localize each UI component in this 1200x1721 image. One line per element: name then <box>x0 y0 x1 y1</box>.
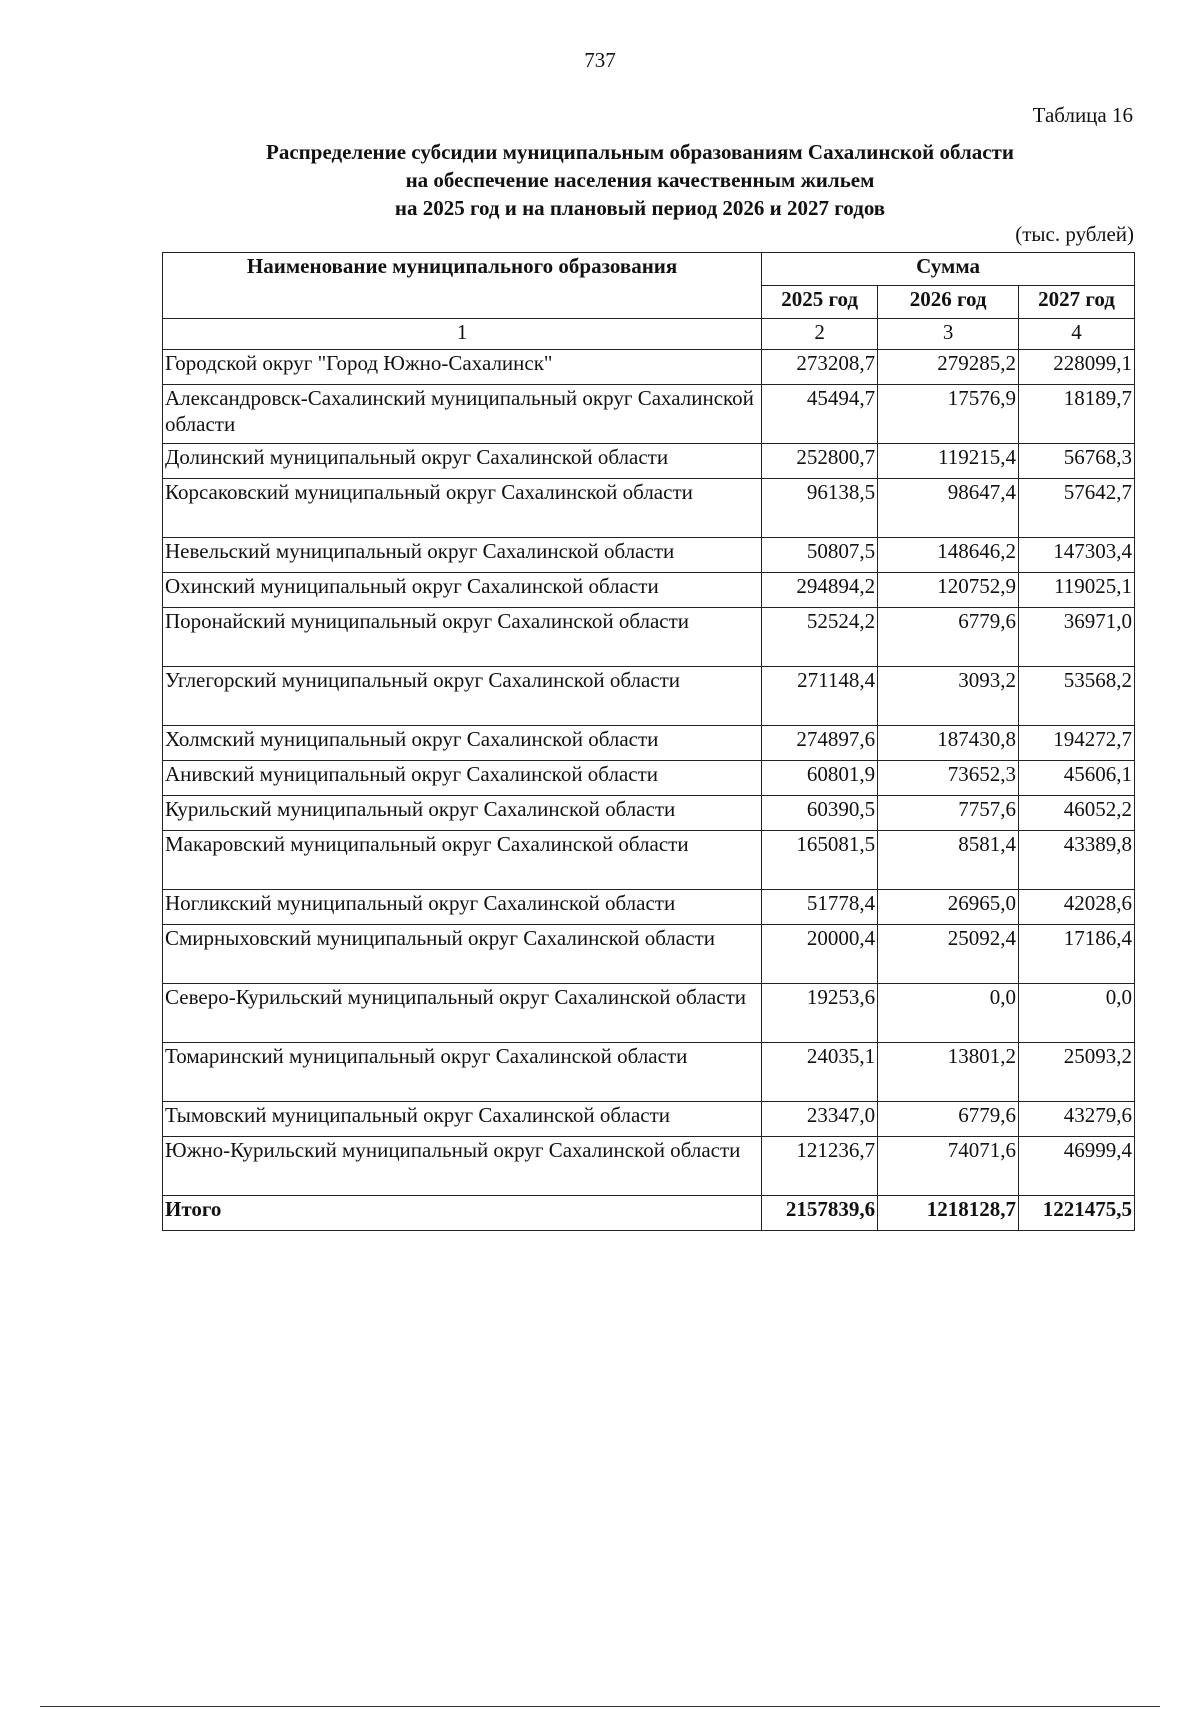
title-line: Распределение субсидии муниципальным образованиям Сахалинской области <box>266 140 1014 164</box>
footer-divider <box>40 1706 1160 1707</box>
municipality-name: Александровск-Сахалинский муниципальный округ Сахалинской области <box>163 385 762 444</box>
value-2025: 45494,7 <box>762 385 878 444</box>
value-2025: 273208,7 <box>762 350 878 385</box>
subsidy-table <box>162 252 1135 1231</box>
value-2025: 51778,4 <box>762 890 878 925</box>
value-2027: 0,0 <box>1019 984 1135 1043</box>
value-2025: 19253,6 <box>762 984 878 1043</box>
page-number: 737 <box>584 48 616 72</box>
table-row <box>163 1102 1135 1137</box>
header-year-2027: 2027 год <box>1019 286 1135 319</box>
value-2026: 25092,4 <box>878 925 1019 984</box>
municipality-name: Невельский муниципальный округ Сахалинской области <box>163 538 762 573</box>
municipality-name: Ногликский муниципальный округ Сахалинской области <box>163 890 762 925</box>
value-2027: 228099,1 <box>1019 350 1135 385</box>
table-row <box>163 1137 1135 1196</box>
table-row <box>163 538 1135 573</box>
value-2027: 194272,7 <box>1019 726 1135 761</box>
municipality-name: Томаринский муниципальный округ Сахалинской области <box>163 1043 762 1102</box>
value-2026: 0,0 <box>878 984 1019 1043</box>
value-2027: 17186,4 <box>1019 925 1135 984</box>
value-2027: 45606,1 <box>1019 761 1135 796</box>
value-2027: 25093,2 <box>1019 1043 1135 1102</box>
value-2027: 36971,0 <box>1019 608 1135 667</box>
value-2027: 53568,2 <box>1019 667 1135 726</box>
title-line: на обеспечение населения качественным жильем <box>405 168 875 192</box>
municipality-name: Тымовский муниципальный округ Сахалинской области <box>163 1102 762 1137</box>
units-label: (тыс. рублей) <box>1015 222 1134 246</box>
table-label: Таблица 16 <box>1032 103 1133 127</box>
value-2026: 148646,2 <box>878 538 1019 573</box>
header-year-2025: 2025 год <box>762 286 878 319</box>
total-2025: 2157839,6 <box>762 1196 878 1231</box>
table-row <box>163 761 1135 796</box>
value-2027: 43279,6 <box>1019 1102 1135 1137</box>
value-2026: 6779,6 <box>878 1102 1019 1137</box>
value-2027: 18189,7 <box>1019 385 1135 444</box>
title-line: на 2025 год и на плановый период 2026 и 2027 годов <box>394 196 886 220</box>
value-2026: 3093,2 <box>878 667 1019 726</box>
value-2026: 7757,6 <box>878 796 1019 831</box>
table-row <box>163 479 1135 538</box>
municipality-name: Долинский муниципальный округ Сахалинской области <box>163 444 762 479</box>
total-2027: 1221475,5 <box>1019 1196 1135 1231</box>
municipality-name: Северо-Курильский муниципальный округ Сахалинской области <box>163 984 762 1043</box>
value-2025: 52524,2 <box>762 608 878 667</box>
value-2026: 120752,9 <box>878 573 1019 608</box>
value-2026: 26965,0 <box>878 890 1019 925</box>
column-number: 2 <box>762 319 878 350</box>
value-2027: 119025,1 <box>1019 573 1135 608</box>
table-row <box>163 667 1135 726</box>
value-2026: 13801,2 <box>878 1043 1019 1102</box>
municipality-name: Курильский муниципальный округ Сахалинской области <box>163 796 762 831</box>
value-2027: 46052,2 <box>1019 796 1135 831</box>
table-body <box>163 350 1135 1231</box>
table-row <box>163 890 1135 925</box>
table-row <box>163 1043 1135 1102</box>
value-2027: 46999,4 <box>1019 1137 1135 1196</box>
column-number: 1 <box>163 319 762 350</box>
table-row <box>163 831 1135 890</box>
table-row <box>163 726 1135 761</box>
value-2027: 43389,8 <box>1019 831 1135 890</box>
total-2026: 1218128,7 <box>878 1196 1019 1231</box>
municipality-name: Южно-Курильский муниципальный округ Сахалинской области <box>163 1137 762 1196</box>
value-2026: 17576,9 <box>878 385 1019 444</box>
value-2027: 56768,3 <box>1019 444 1135 479</box>
value-2027: 147303,4 <box>1019 538 1135 573</box>
table-row <box>163 444 1135 479</box>
column-number: 4 <box>1019 319 1135 350</box>
municipality-name: Корсаковский муниципальный округ Сахалинской области <box>163 479 762 538</box>
header-year-2026: 2026 год <box>878 286 1019 319</box>
value-2025: 274897,6 <box>762 726 878 761</box>
table-row <box>163 385 1135 444</box>
municipality-name: Городской округ "Город Южно-Сахалинск" <box>163 350 762 385</box>
header-sum: Сумма <box>762 253 1135 286</box>
column-number: 3 <box>878 319 1019 350</box>
value-2025: 23347,0 <box>762 1102 878 1137</box>
municipality-name: Холмский муниципальный округ Сахалинской области <box>163 726 762 761</box>
municipality-name: Макаровский муниципальный округ Сахалинской области <box>163 831 762 890</box>
value-2025: 50807,5 <box>762 538 878 573</box>
value-2025: 165081,5 <box>762 831 878 890</box>
value-2027: 42028,6 <box>1019 890 1135 925</box>
municipality-name: Поронайский муниципальный округ Сахалинской области <box>163 608 762 667</box>
municipality-name: Охинский муниципальный округ Сахалинской области <box>163 573 762 608</box>
value-2026: 6779,6 <box>878 608 1019 667</box>
table-row <box>163 796 1135 831</box>
value-2026: 279285,2 <box>878 350 1019 385</box>
municipality-name: Анивский муниципальный округ Сахалинской области <box>163 761 762 796</box>
municipality-name: Углегорский муниципальный округ Сахалинской области <box>163 667 762 726</box>
table-row <box>163 573 1135 608</box>
table-row <box>163 984 1135 1043</box>
value-2026: 74071,6 <box>878 1137 1019 1196</box>
document-title <box>160 138 1120 222</box>
header-name: Наименование муниципального образования <box>163 253 762 319</box>
value-2025: 294894,2 <box>762 573 878 608</box>
value-2027: 57642,7 <box>1019 479 1135 538</box>
total-row <box>163 1196 1135 1231</box>
value-2026: 73652,3 <box>878 761 1019 796</box>
value-2025: 121236,7 <box>762 1137 878 1196</box>
value-2025: 20000,4 <box>762 925 878 984</box>
municipality-name: Смирныховский муниципальный округ Сахалинской области <box>163 925 762 984</box>
value-2026: 98647,4 <box>878 479 1019 538</box>
table-row <box>163 925 1135 984</box>
total-label: Итого <box>163 1196 762 1231</box>
value-2025: 60801,9 <box>762 761 878 796</box>
value-2025: 24035,1 <box>762 1043 878 1102</box>
table-row <box>163 350 1135 385</box>
value-2026: 119215,4 <box>878 444 1019 479</box>
value-2026: 187430,8 <box>878 726 1019 761</box>
table-row <box>163 608 1135 667</box>
value-2025: 271148,4 <box>762 667 878 726</box>
value-2025: 60390,5 <box>762 796 878 831</box>
value-2025: 96138,5 <box>762 479 878 538</box>
value-2026: 8581,4 <box>878 831 1019 890</box>
value-2025: 252800,7 <box>762 444 878 479</box>
